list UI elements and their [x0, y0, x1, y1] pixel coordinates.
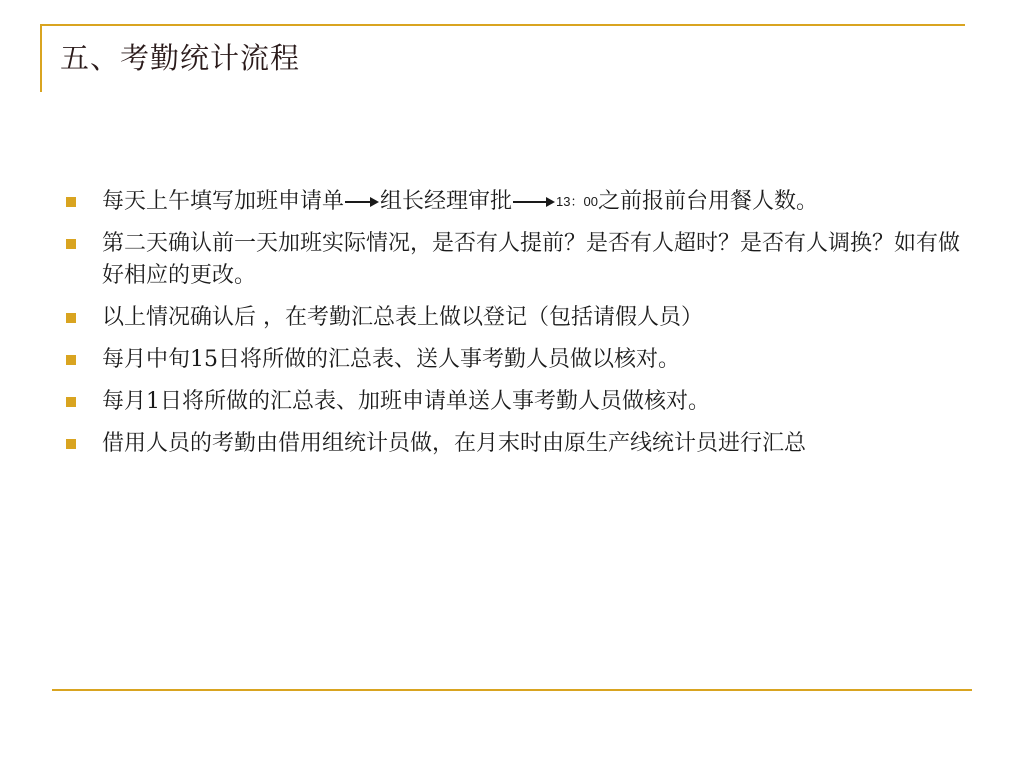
square-bullet-icon [66, 239, 76, 249]
slide-title: 五、考勤统计流程 [60, 41, 301, 75]
bullet-text-6: 借用人员的考勤由借用组统计员做，在月末时由原生产线统计员进行汇总 [102, 431, 807, 456]
bullet-text-3: 以上情况确认后 ，在考勤汇总表上做以登记（包括请假人员） [102, 305, 703, 330]
square-bullet-icon [66, 439, 76, 449]
bullet-item-6 [66, 428, 966, 460]
arrow-right-icon [513, 197, 555, 207]
bottom-divider [52, 689, 972, 691]
arrow-right-icon [345, 197, 379, 207]
square-bullet-icon [66, 313, 76, 323]
bullet-text-1b: 组长经理审批 [380, 189, 513, 214]
bullet-item-3 [66, 302, 966, 334]
bullet-item-1 [66, 186, 966, 218]
bullet-text-2: 第二天确认前一天加班实际情况，是否有人提前？是否有人超时？是否有人调换？如有做好相应的更改。 [102, 231, 961, 288]
bullet-list [66, 186, 966, 470]
bullet-text-1c: 之前报前台用餐人数。 [597, 189, 818, 214]
bullet-item-4 [66, 344, 966, 376]
bullet-time-1: 13：00 [556, 194, 598, 209]
square-bullet-icon [66, 397, 76, 407]
square-bullet-icon [66, 355, 76, 365]
bullet-text-4: 每月中旬15日将所做的汇总表、送人事考勤人员做以核对。 [102, 347, 680, 372]
top-divider [40, 24, 965, 26]
bullet-text-5: 每月1日将所做的汇总表、加班申请单送人事考勤人员做核对。 [102, 389, 710, 414]
square-bullet-icon [66, 197, 76, 207]
bullet-item-5 [66, 386, 966, 418]
bullet-item-2 [66, 228, 966, 292]
title-accent-bar [40, 24, 42, 92]
bullet-text-1a: 每天上午填写加班申请单 [102, 189, 345, 214]
